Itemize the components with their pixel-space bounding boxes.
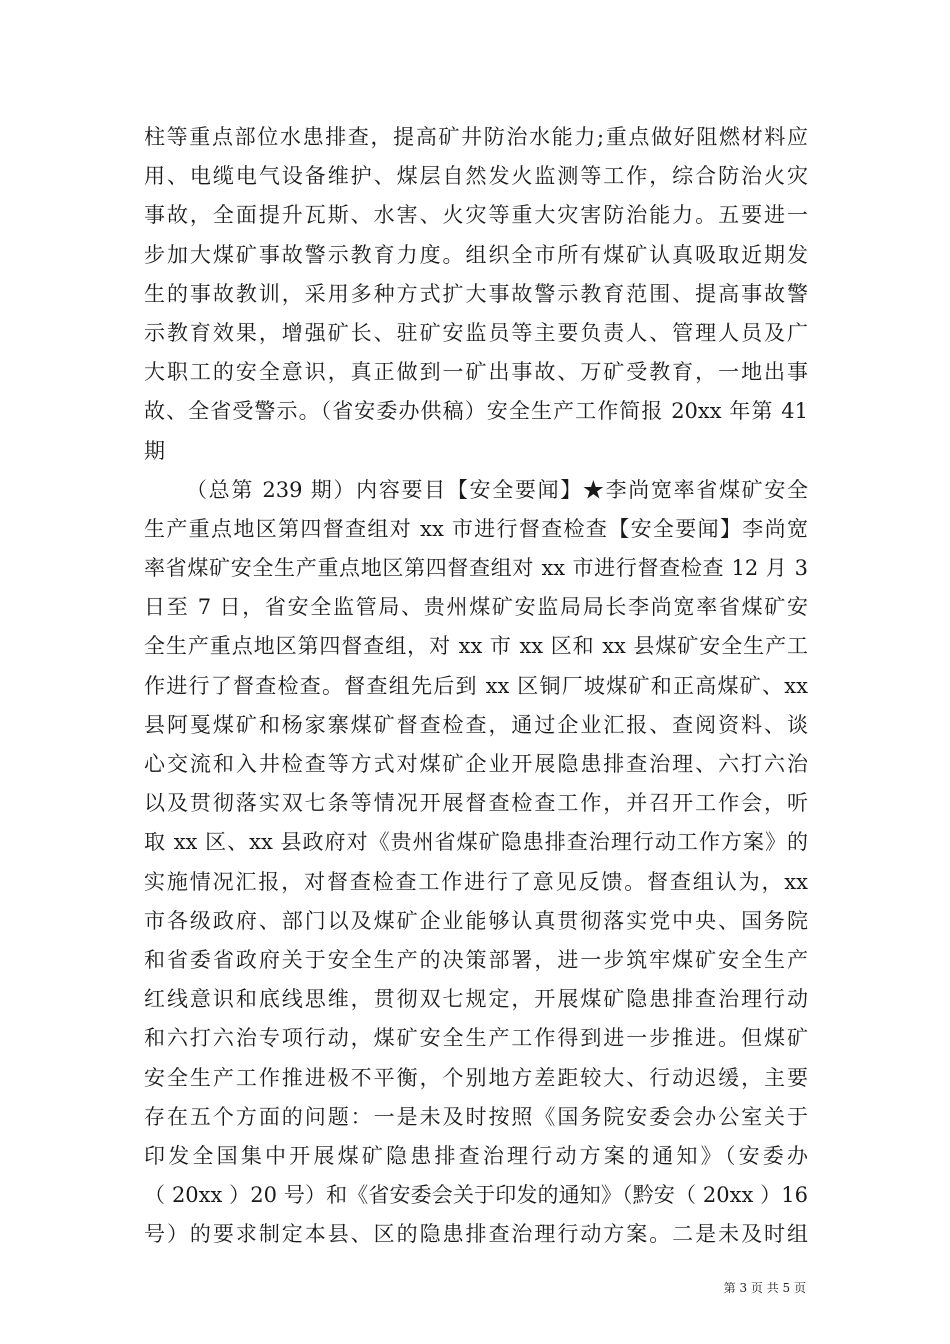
text-line: （总第 239 期）内容要目【安全要闻】★李尚宽率省煤矿安全 — [186, 477, 808, 502]
text-line: 率省煤矿安全生产重点地区第四督查组对 xx 市进行督查检查 12 月 3 — [144, 556, 808, 581]
text-line: 用、电缆电气设备维护、煤层自然发火监测等工作，综合防治火灾 — [144, 164, 808, 189]
text-line: 县阿戛煤矿和杨家寨煤矿督查检查，通过企业汇报、查阅资料、谈 — [144, 712, 808, 737]
text-line: 和省委省政府关于安全生产的决策部署，进一步筑牢煤矿安全生产 — [144, 947, 808, 972]
text-line: （ 20xx ）20 号）和《省安委会关于印发的通知》（黔安（ 20xx ）16 — [144, 1183, 808, 1208]
page-number-footer: 第 3 页 共 5 页 — [723, 1281, 806, 1295]
text-line: 和六打六治专项行动，煤矿安全生产工作得到进一步推进。但煤矿 — [144, 1026, 808, 1051]
text-line: 号）的要求制定本县、区的隐患排查治理行动方案。二是未及时组 — [144, 1222, 808, 1247]
text-line: 期 — [144, 438, 165, 463]
text-line: 实施情况汇报，对督查检查工作进行了意见反馈。督查组认为，xx — [144, 869, 808, 894]
text-line: 市各级政府、部门以及煤矿企业能够认真贯彻落实党中央、国务院 — [144, 908, 808, 933]
text-line: 事故，全面提升瓦斯、水害、火灾等重大灾害防治能力。五要进一 — [144, 203, 808, 228]
document-body — [144, 118, 808, 1254]
text-line: 日至 7 日，省安全监管局、贵州煤矿安监局局长李尚宽率省煤矿安 — [144, 595, 808, 620]
paragraph-1 — [144, 118, 808, 471]
text-line: 示教育效果，增强矿长、驻矿安监员等主要负责人、管理人员及广 — [144, 320, 808, 345]
text-line: 存在五个方面的问题：一是未及时按照《国务院安委会办公室关于 — [144, 1104, 808, 1129]
text-line: 心交流和入井检查等方式对煤矿企业开展隐患排查治理、六打六治 — [144, 752, 808, 776]
text-line: 柱等重点部位水患排查，提高矿井防治水能力;重点做好阻燃材料应 — [144, 125, 808, 149]
text-line: 生产重点地区第四督查组对 xx 市进行督查检查【安全要闻】李尚宽 — [144, 516, 808, 541]
text-line: 作进行了督查检查。督查组先后到 xx 区铜厂坡煤矿和正高煤矿、xx — [144, 673, 808, 698]
text-line: 大职工的安全意识，真正做到一矿出事故、万矿受教育，一地出事 — [144, 360, 808, 385]
text-line: 印发全国集中开展煤矿隐患排查治理行动方案的通知》（安委办 — [144, 1143, 808, 1168]
text-line: 生的事故教训，采用多种方式扩大事故警示教育范围、提高事故警 — [144, 281, 808, 306]
text-line: 全生产重点地区第四督查组，对 xx 市 xx 区和 xx 县煤矿安全生产工 — [144, 634, 808, 659]
text-line: 安全生产工作推进极不平衡，个别地方差距较大、行动迟缓，主要 — [144, 1065, 808, 1090]
text-line: 故、全省受警示。（省安委办供稿）安全生产工作简报 20xx 年第 41 — [144, 399, 808, 424]
paragraph-2 — [144, 471, 808, 1255]
text-line: 以及贯彻落实双七条等情况开展督查检查工作，并召开工作会，听 — [144, 791, 808, 816]
text-line: 步加大煤矿事故警示教育力度。组织全市所有煤矿认真吸取近期发 — [144, 242, 808, 267]
text-line: 红线意识和底线思维，贯彻双七规定，开展煤矿隐患排查治理行动 — [144, 987, 808, 1012]
text-line: 取 xx 区、xx 县政府对《贵州省煤矿隐患排查治理行动工作方案》的 — [144, 830, 808, 855]
